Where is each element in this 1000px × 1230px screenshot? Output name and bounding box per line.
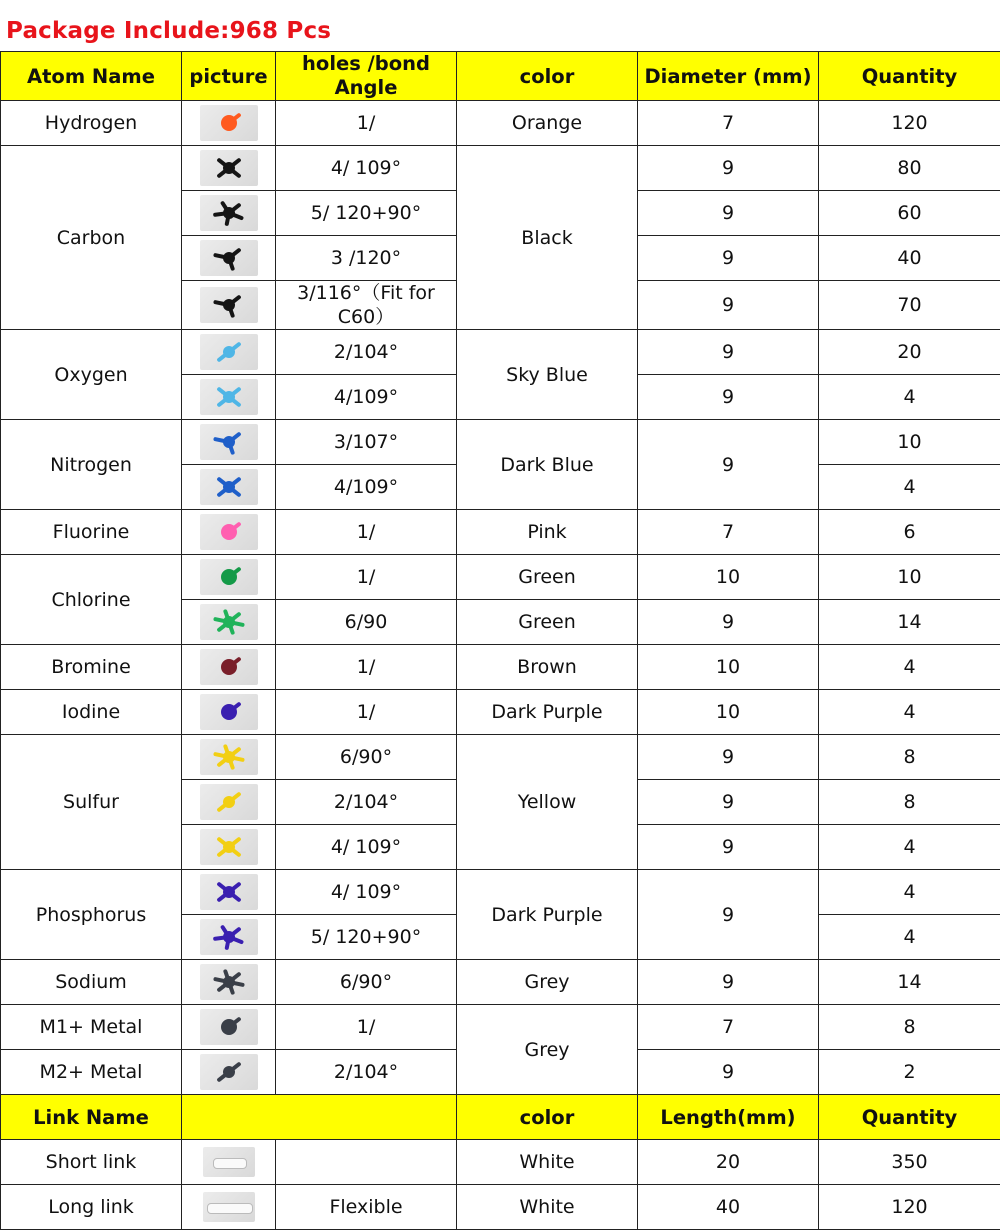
diameter-cell: 9 (638, 281, 819, 330)
grey-sodium-6-hole-atom-icon (200, 964, 258, 1000)
atom-picture-cell (182, 1050, 276, 1095)
color-cell: Dark Purple (457, 870, 638, 960)
black-carbon-5-hole-atom-icon (200, 195, 258, 231)
color-cell: Black (457, 146, 638, 330)
atom-row (1, 510, 1000, 555)
link-quantity-cell: 120 (819, 1185, 1000, 1230)
atom-picture-cell (182, 915, 276, 960)
quantity-cell: 80 (819, 146, 1000, 191)
atom-picture-cell (182, 191, 276, 236)
quantity-cell: 120 (819, 101, 1000, 146)
diameter-cell: 7 (638, 510, 819, 555)
atom-name-cell: Phosphorus (1, 870, 182, 960)
atom-picture-cell (182, 330, 276, 375)
diameter-cell: 10 (638, 645, 819, 690)
link-header-row (1, 1095, 1000, 1140)
color-cell: Green (457, 555, 638, 600)
header-quantity: Quantity (819, 52, 1000, 101)
long-link-icon (203, 1192, 255, 1222)
holes-bond-angle-cell: 4/ 109° (276, 870, 457, 915)
holes-bond-angle-cell: 4/109° (276, 465, 457, 510)
atom-name-cell: Chlorine (1, 555, 182, 645)
diameter-cell: 10 (638, 555, 819, 600)
atom-row (1, 690, 1000, 735)
link-name-cell: Long link (1, 1185, 182, 1230)
quantity-cell: 4 (819, 690, 1000, 735)
atom-picture-cell (182, 146, 276, 191)
color-cell: Dark Purple (457, 690, 638, 735)
atom-picture-cell (182, 600, 276, 645)
purple-phosphorus-5-hole-atom-icon (200, 919, 258, 955)
diameter-cell: 9 (638, 780, 819, 825)
atom-picture-cell (182, 735, 276, 780)
diameter-cell: 7 (638, 101, 819, 146)
diameter-cell: 9 (638, 960, 819, 1005)
atom-row (1, 645, 1000, 690)
black-carbon-3-hole-atom-icon (200, 240, 258, 276)
color-cell: Yellow (457, 735, 638, 870)
package-contents-table (0, 51, 1000, 1230)
holes-bond-angle-cell: 3/107° (276, 420, 457, 465)
holes-bond-angle-cell: 5/ 120+90° (276, 191, 457, 236)
header-holes-bond-angle: holes /bond Angle (276, 52, 457, 101)
color-cell: Grey (457, 1005, 638, 1095)
diameter-cell: 9 (638, 825, 819, 870)
atom-rows (1, 101, 1000, 1095)
black-carbon-4-hole-atom-icon (200, 150, 258, 186)
quantity-cell: 10 (819, 555, 1000, 600)
holes-bond-angle-cell: 2/104° (276, 780, 457, 825)
short-link-icon (203, 1147, 255, 1177)
quantity-cell: 8 (819, 1005, 1000, 1050)
holes-bond-angle-cell: 1/ (276, 101, 457, 146)
atom-picture-cell (182, 690, 276, 735)
atom-picture-cell (182, 375, 276, 420)
holes-bond-angle-cell: 1/ (276, 645, 457, 690)
atom-picture-cell (182, 101, 276, 146)
atom-picture-cell (182, 960, 276, 1005)
quantity-cell: 4 (819, 915, 1000, 960)
quantity-cell: 8 (819, 735, 1000, 780)
quantity-cell: 6 (819, 510, 1000, 555)
quantity-cell: 4 (819, 825, 1000, 870)
holes-bond-angle-cell: 3 /120° (276, 236, 457, 281)
orange-hydrogen-atom-icon (200, 105, 258, 141)
diameter-cell: 9 (638, 146, 819, 191)
link-picture-cell (182, 1140, 276, 1185)
atom-row (1, 1005, 1000, 1050)
diameter-cell: 9 (638, 735, 819, 780)
color-cell: Pink (457, 510, 638, 555)
yellow-sulfur-2-hole-atom-icon (200, 784, 258, 820)
diameter-cell: 9 (638, 420, 819, 510)
atom-row (1, 555, 1000, 600)
color-cell: Grey (457, 960, 638, 1005)
header-link-quantity: Quantity (819, 1095, 1000, 1140)
atom-row (1, 330, 1000, 375)
yellow-sulfur-4-hole-atom-icon (200, 829, 258, 865)
quantity-cell: 70 (819, 281, 1000, 330)
atom-picture-cell (182, 870, 276, 915)
holes-bond-angle-cell: 5/ 120+90° (276, 915, 457, 960)
atom-picture-cell (182, 825, 276, 870)
holes-bond-angle-cell: 4/ 109° (276, 825, 457, 870)
atom-name-cell: M2+ Metal (1, 1050, 182, 1095)
header-link-name: Link Name (1, 1095, 182, 1140)
diameter-cell: 9 (638, 600, 819, 645)
atom-picture-cell (182, 1005, 276, 1050)
quantity-cell: 14 (819, 600, 1000, 645)
quantity-cell: 8 (819, 780, 1000, 825)
link-rows (1, 1095, 1000, 1230)
atom-picture-cell (182, 465, 276, 510)
grey-m2-metal-atom-icon (200, 1054, 258, 1090)
package-title: Package Include:968 Pcs (6, 18, 332, 44)
atom-header-row (1, 52, 1000, 101)
link-color-cell: White (457, 1185, 638, 1230)
atom-picture-cell (182, 780, 276, 825)
holes-bond-angle-cell: 2/104° (276, 1050, 457, 1095)
quantity-cell: 4 (819, 465, 1000, 510)
color-cell: Brown (457, 645, 638, 690)
quantity-cell: 4 (819, 375, 1000, 420)
header-diameter: Diameter (mm) (638, 52, 819, 101)
link-row (1, 1140, 1000, 1185)
purple-phosphorus-4-hole-atom-icon (200, 874, 258, 910)
quantity-cell: 4 (819, 645, 1000, 690)
holes-bond-angle-cell: 6/90° (276, 960, 457, 1005)
color-cell: Orange (457, 101, 638, 146)
holes-bond-angle-cell: 6/90° (276, 735, 457, 780)
link-name-cell: Short link (1, 1140, 182, 1185)
diameter-cell: 9 (638, 191, 819, 236)
atom-name-cell: Hydrogen (1, 101, 182, 146)
diameter-cell: 9 (638, 375, 819, 420)
atom-name-cell: Fluorine (1, 510, 182, 555)
atom-picture-cell (182, 510, 276, 555)
atom-picture-cell (182, 555, 276, 600)
link-tube-shape (207, 1203, 253, 1214)
atom-picture-cell (182, 420, 276, 465)
holes-bond-angle-cell: 1/ (276, 690, 457, 735)
dark-blue-nitrogen-3-hole-atom-icon (200, 424, 258, 460)
header-link-picture (182, 1095, 457, 1140)
link-picture-cell (182, 1185, 276, 1230)
atom-row (1, 960, 1000, 1005)
diameter-cell: 7 (638, 1005, 819, 1050)
header-link-color: color (457, 1095, 638, 1140)
holes-bond-angle-cell: 2/104° (276, 330, 457, 375)
atom-row (1, 420, 1000, 465)
link-note-cell (276, 1140, 457, 1185)
atom-name-cell: Nitrogen (1, 420, 182, 510)
header-atom-name: Atom Name (1, 52, 182, 101)
atom-name-cell: Bromine (1, 645, 182, 690)
link-length-cell: 20 (638, 1140, 819, 1185)
green-chlorine-1-hole-atom-icon (200, 559, 258, 595)
holes-bond-angle-cell: 6/90 (276, 600, 457, 645)
diameter-cell: 9 (638, 236, 819, 281)
quantity-cell: 60 (819, 191, 1000, 236)
color-cell: Green (457, 600, 638, 645)
diameter-cell: 9 (638, 330, 819, 375)
quantity-cell: 4 (819, 870, 1000, 915)
dark-blue-nitrogen-4-hole-atom-icon (200, 469, 258, 505)
link-color-cell: White (457, 1140, 638, 1185)
atom-row (1, 146, 1000, 191)
atom-name-cell: Sulfur (1, 735, 182, 870)
holes-bond-angle-cell: 1/ (276, 510, 457, 555)
yellow-sulfur-6-hole-atom-icon (200, 739, 258, 775)
header-picture: picture (182, 52, 276, 101)
atom-picture-cell (182, 281, 276, 330)
link-tube-shape (213, 1158, 247, 1169)
diameter-cell: 9 (638, 870, 819, 960)
diameter-cell: 10 (638, 690, 819, 735)
color-cell: Dark Blue (457, 420, 638, 510)
quantity-cell: 14 (819, 960, 1000, 1005)
quantity-cell: 2 (819, 1050, 1000, 1095)
green-chlorine-6-hole-atom-icon (200, 604, 258, 640)
atom-picture-cell (182, 645, 276, 690)
atom-name-cell: Iodine (1, 690, 182, 735)
quantity-cell: 20 (819, 330, 1000, 375)
atom-row (1, 870, 1000, 915)
holes-bond-angle-cell: 1/ (276, 555, 457, 600)
header-length: Length(mm) (638, 1095, 819, 1140)
holes-bond-angle-cell: 4/ 109° (276, 146, 457, 191)
atom-name-cell: Sodium (1, 960, 182, 1005)
atom-name-cell: M1+ Metal (1, 1005, 182, 1050)
black-carbon-c60-atom-icon (200, 287, 258, 323)
holes-bond-angle-cell: 3/116°（Fit for C60） (276, 281, 457, 330)
atom-name-cell: Carbon (1, 146, 182, 330)
atom-row (1, 735, 1000, 780)
brown-bromine-atom-icon (200, 649, 258, 685)
diameter-cell: 9 (638, 1050, 819, 1095)
link-length-cell: 40 (638, 1185, 819, 1230)
atom-picture-cell (182, 236, 276, 281)
atom-row (1, 101, 1000, 146)
holes-bond-angle-cell: 4/109° (276, 375, 457, 420)
pink-fluorine-atom-icon (200, 514, 258, 550)
color-cell: Sky Blue (457, 330, 638, 420)
link-row (1, 1185, 1000, 1230)
quantity-cell: 10 (819, 420, 1000, 465)
link-note-cell: Flexible (276, 1185, 457, 1230)
sky-blue-oxygen-2-hole-atom-icon (200, 334, 258, 370)
header-color: color (457, 52, 638, 101)
link-quantity-cell: 350 (819, 1140, 1000, 1185)
quantity-cell: 40 (819, 236, 1000, 281)
dark-purple-iodine-atom-icon (200, 694, 258, 730)
atom-name-cell: Oxygen (1, 330, 182, 420)
grey-m1-metal-atom-icon (200, 1009, 258, 1045)
holes-bond-angle-cell: 1/ (276, 1005, 457, 1050)
sky-blue-oxygen-4-hole-atom-icon (200, 379, 258, 415)
